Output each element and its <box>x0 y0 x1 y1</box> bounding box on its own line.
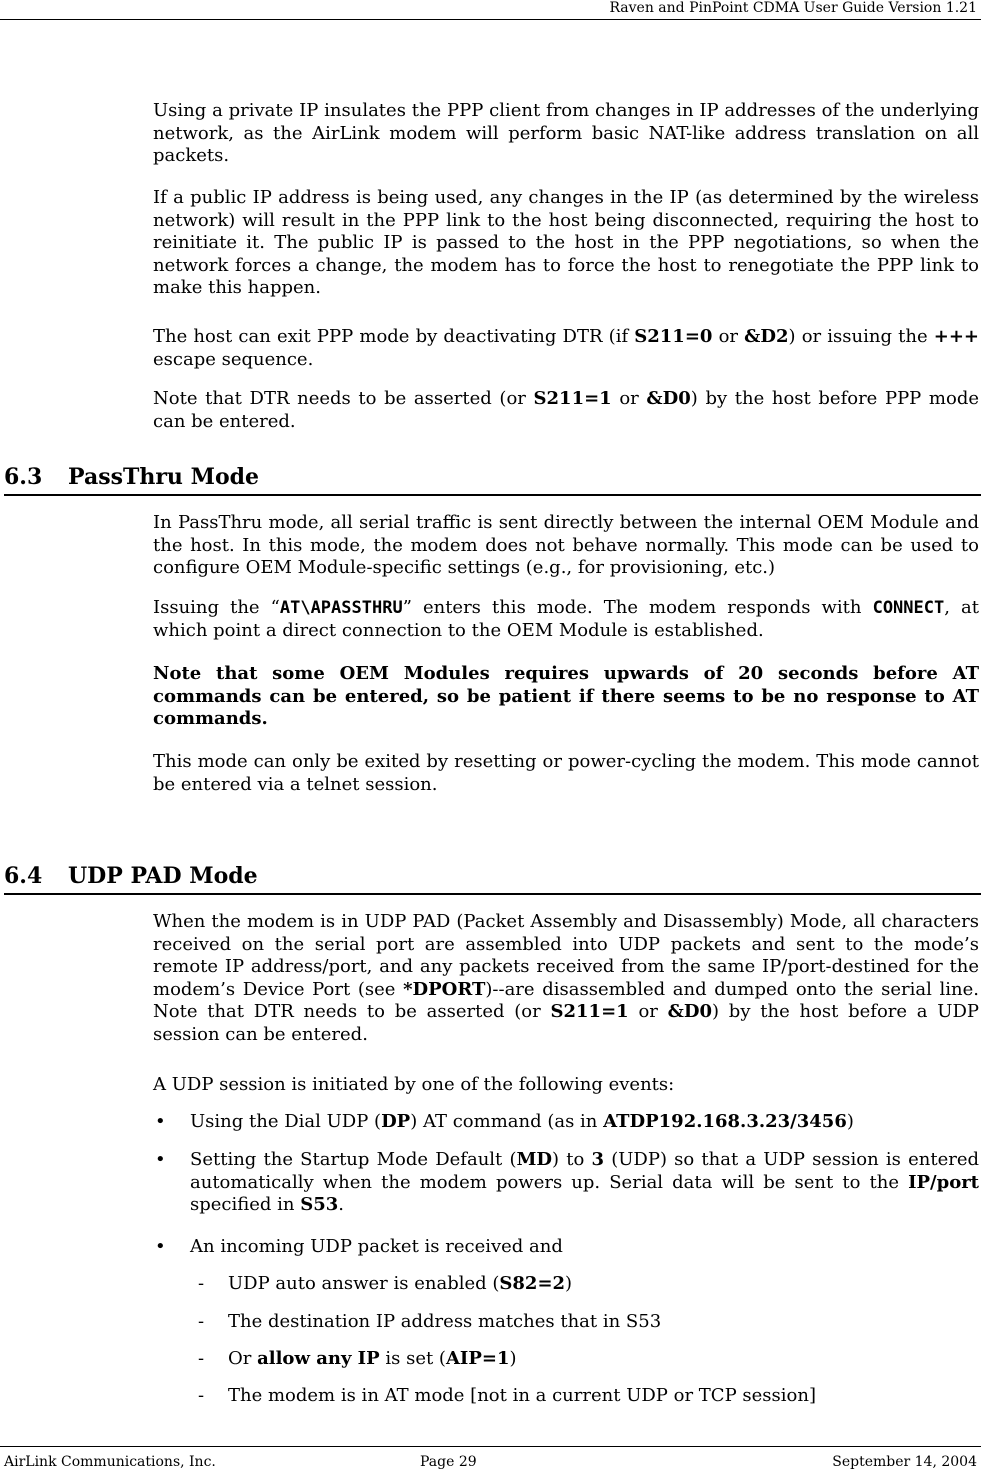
paragraph-udp-events <box>153 1074 979 1097</box>
dash-icon: - <box>198 1385 205 1406</box>
page-footer <box>0 1446 981 1471</box>
text: ) AT command (as in <box>410 1111 604 1132</box>
code-escape: +++ <box>933 326 979 347</box>
bullet-icon: • <box>155 1149 166 1170</box>
text: )--are disassembled and dumped onto the serial line. Note that DTR needs to be asserted (or <box>153 978 979 1023</box>
text: Setting the Startup Mode Default ( <box>190 1149 517 1170</box>
code-connect: CONNECT <box>872 598 945 618</box>
code-s53: S53 <box>300 1194 339 1216</box>
footer-date: September 14, 2004 <box>832 1454 977 1470</box>
paragraph-public-ip <box>153 187 979 300</box>
paragraph-exit-ppp <box>153 326 979 371</box>
section-title: UDP PAD Mode <box>68 863 258 889</box>
text: Or <box>228 1348 258 1369</box>
code-aip: AIP=1 <box>445 1348 510 1369</box>
paragraph-text: Note that some OEM Modules requires upwards of 20 seconds before AT commands can be entered, so be patient if there seems to be no response to AT commands. <box>153 663 979 730</box>
text: ) <box>565 1273 573 1294</box>
section-title: PassThru Mode <box>68 464 259 490</box>
section-heading-6-3 <box>4 464 981 496</box>
code-atdp: ATDP192.168.3.23/3456 <box>603 1111 847 1132</box>
text: ) <box>509 1348 517 1369</box>
text: ) <box>846 1111 854 1132</box>
code-s82: S82=2 <box>499 1273 566 1294</box>
bullet-icon: • <box>155 1236 166 1257</box>
code-ip-port: IP/port <box>908 1171 979 1193</box>
bullet-icon: • <box>155 1111 166 1132</box>
text: When the modem is in UDP PAD (Packet Assembly and Disassembly) Mode, all characters received on the serial port are assembled into UDP packets and sent to the mode’s remote IP address/port, and any packets received from the same IP/port-destined for the modem’s Device Port (see <box>153 911 979 1000</box>
text: ) by the host before PPP mode can be entered. <box>153 388 979 432</box>
text: ) or issuing the <box>788 326 934 347</box>
dash-icon: - <box>198 1273 205 1294</box>
code-s211-1: S211=1 <box>550 1001 629 1023</box>
code-s211-1: S211=1 <box>533 388 612 409</box>
text: The modem is in AT mode [not in a current UDP or TCP session] <box>228 1385 816 1406</box>
paragraph-text: This mode can only be exited by resetting or power-cycling the modem. This mode cannot be entered via a telnet session. <box>153 751 979 795</box>
paragraph-dtr-note <box>153 388 979 433</box>
text: , at which point a direct connection to the OEM Module is established. <box>153 597 979 641</box>
section-number: 6.4 <box>4 863 43 889</box>
text: specified in <box>190 1194 301 1216</box>
paragraph-oem-note <box>153 663 979 731</box>
text: ) by the host before a UDP session can be entered. <box>153 1001 979 1045</box>
sub-list-item <box>198 1273 979 1296</box>
paragraph-text: A UDP session is initiated by one of the following events: <box>153 1074 675 1095</box>
sub-list-item <box>198 1348 979 1371</box>
text: The host can exit PPP mode by deactivating DTR (if <box>153 326 635 347</box>
paragraph-private-ip <box>153 100 979 168</box>
text: . <box>338 1194 345 1216</box>
code-dport: *DPORT <box>403 978 486 1000</box>
text: escape sequence. <box>153 348 314 370</box>
text: An incoming UDP packet is received and <box>190 1236 563 1257</box>
paragraph-passthru-exit <box>153 751 979 796</box>
code-s211-0: S211=0 <box>634 326 713 347</box>
paragraph-passthru-issue <box>153 597 979 642</box>
page-header <box>0 0 981 20</box>
sub-list-item <box>198 1385 979 1408</box>
paragraph-text: Using a private IP insulates the PPP client from changes in IP addresses of the underlying network, as the AirLink modem will perform basic NAT-like address translation on all packets. <box>153 100 979 167</box>
code-d0: &D0 <box>646 388 691 409</box>
text: or <box>611 388 647 409</box>
code-d0: &D0 <box>667 1001 713 1023</box>
footer-page-number: Page 29 <box>420 1454 477 1470</box>
text: is set ( <box>379 1348 446 1369</box>
text: The destination IP address matches that in S53 <box>228 1311 662 1332</box>
code-passthru-command: AT\APASSTHRU <box>279 598 403 618</box>
text: or <box>628 1001 668 1023</box>
section-number: 6.3 <box>4 464 43 490</box>
code-d2: &D2 <box>744 326 789 347</box>
footer-company: AirLink Communications, Inc. <box>4 1454 216 1470</box>
text: Issuing the “ <box>153 597 280 618</box>
code-value: 3 <box>591 1149 605 1170</box>
paragraph-text: In PassThru mode, all serial traffic is sent directly between the internal OEM Module and the host. In this mode, the modem does not behave normally. This mode can be used to configure OEM Module-specific settings (e.g., for provisioning, etc.) <box>153 512 979 579</box>
list-item <box>155 1111 979 1134</box>
text: ) to <box>552 1149 592 1170</box>
code-md: MD <box>516 1149 553 1170</box>
code-dp: DP <box>381 1111 411 1132</box>
dash-icon: - <box>198 1311 205 1332</box>
code-allow-any-ip: allow any IP <box>257 1348 380 1369</box>
text: ” enters this mode. The modem responds with <box>402 597 873 618</box>
dash-icon: - <box>198 1348 205 1369</box>
text: UDP auto answer is enabled ( <box>228 1273 500 1294</box>
section-heading-6-4 <box>4 863 981 895</box>
paragraph-passthru-intro <box>153 512 979 580</box>
list-item <box>155 1149 979 1217</box>
text: Note that DTR needs to be asserted (or <box>153 388 534 409</box>
text: or <box>712 326 745 347</box>
sub-list-item <box>198 1311 979 1334</box>
text: (UDP) so that a UDP session is entered automatically when the modem powers up. Serial data will be sent to the <box>190 1149 980 1193</box>
list-item <box>155 1236 979 1259</box>
header-title: Raven and PinPoint CDMA User Guide Version 1.21 <box>609 0 977 16</box>
paragraph-text: If a public IP address is being used, any changes in the IP (as determined by the wireless network) will result in the PPP link to the host being disconnected, requiring the host to reinitiate it. The public IP is passed to the host in the PPP negotiations, so when the network forces a change, the modem has to force the host to renegotiate the PPP link to make this happen. <box>153 187 979 299</box>
paragraph-udp-pad-intro <box>153 911 979 1047</box>
text: Using the Dial UDP ( <box>190 1111 382 1132</box>
